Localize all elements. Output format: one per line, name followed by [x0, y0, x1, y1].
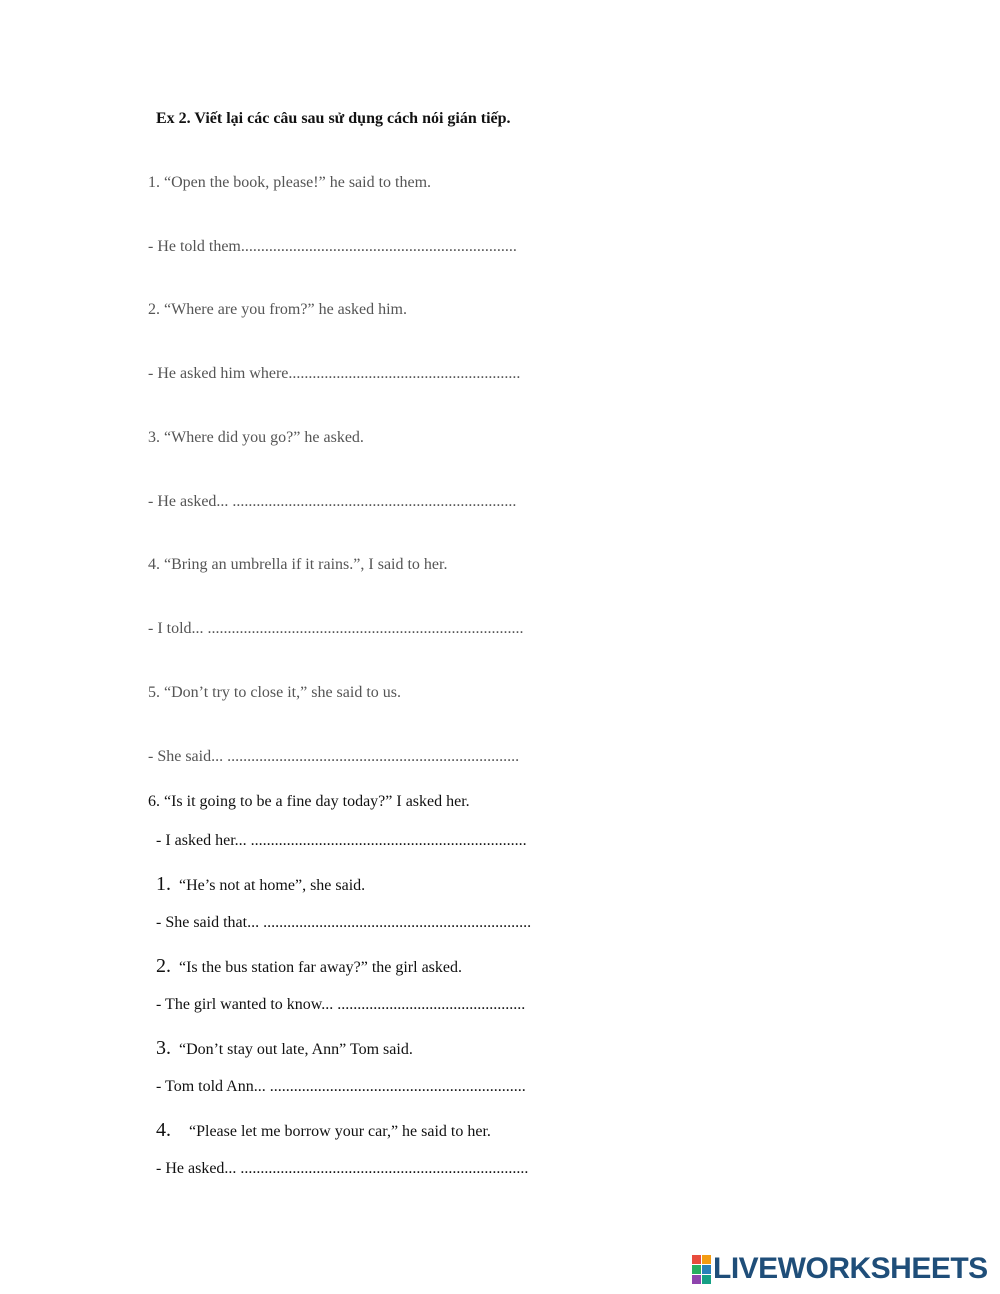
- question-number: 1.: [156, 873, 171, 895]
- question-10: [156, 1119, 491, 1142]
- question-3: 3. “Where did you go?” he asked.: [148, 429, 364, 446]
- question-8: [156, 955, 462, 978]
- worksheet-title: Ex 2. Viết lại các câu sau sử dụng cách nói gián tiếp.: [156, 110, 511, 127]
- logo-text: LIVEWORKSHEETS: [713, 1252, 988, 1285]
- logo-square: [692, 1255, 701, 1264]
- question-4: 4. “Bring an umbrella if it rains.”, I said to her.: [148, 556, 448, 573]
- question-5: 5. “Don’t try to close it,” she said to us.: [148, 684, 401, 701]
- question-9: [156, 1037, 413, 1060]
- answer-line-7[interactable]: - She said that... ...................................................................: [156, 914, 532, 931]
- answer-line-5[interactable]: - She said... .........................................................................: [148, 748, 520, 765]
- liveworksheets-logo: [692, 1254, 988, 1284]
- question-7: [156, 873, 365, 896]
- logo-square: [702, 1275, 711, 1284]
- logo-icon: [692, 1255, 711, 1284]
- question-number: 4.: [156, 1119, 171, 1141]
- question-text: “He’s not at home”, she said.: [179, 877, 366, 894]
- answer-line-2[interactable]: - He asked him where..........................................................: [148, 365, 521, 382]
- logo-square: [702, 1265, 711, 1274]
- answer-line-6[interactable]: - I asked her... .....................................................................: [156, 832, 527, 849]
- logo-square: [692, 1275, 701, 1284]
- question-1: 1. “Open the book, please!” he said to them.: [148, 174, 432, 191]
- answer-line-8[interactable]: - The girl wanted to know... ...............................................: [156, 996, 526, 1013]
- answer-line-3[interactable]: - He asked... .......................................................................: [148, 493, 517, 510]
- logo-square: [702, 1255, 711, 1264]
- question-number: 2.: [156, 955, 171, 977]
- answer-line-1[interactable]: - He told them.....................................................................: [148, 238, 517, 255]
- answer-line-10[interactable]: - He asked... ........................................................................: [156, 1160, 529, 1177]
- question-2: 2. “Where are you from?” he asked him.: [148, 301, 407, 318]
- answer-line-9[interactable]: - Tom told Ann... ................................................................: [156, 1078, 526, 1095]
- question-text: “Please let me borrow your car,” he said to her.: [189, 1123, 491, 1140]
- question-text: “Don’t stay out late, Ann” Tom said.: [179, 1041, 413, 1058]
- logo-square: [692, 1265, 701, 1274]
- question-6: 6. “Is it going to be a fine day today?” I asked her.: [148, 793, 470, 810]
- question-number: 3.: [156, 1037, 171, 1059]
- question-text: “Is the bus station far away?” the girl asked.: [179, 959, 463, 976]
- answer-line-4[interactable]: - I told... ...............................................................................: [148, 620, 524, 637]
